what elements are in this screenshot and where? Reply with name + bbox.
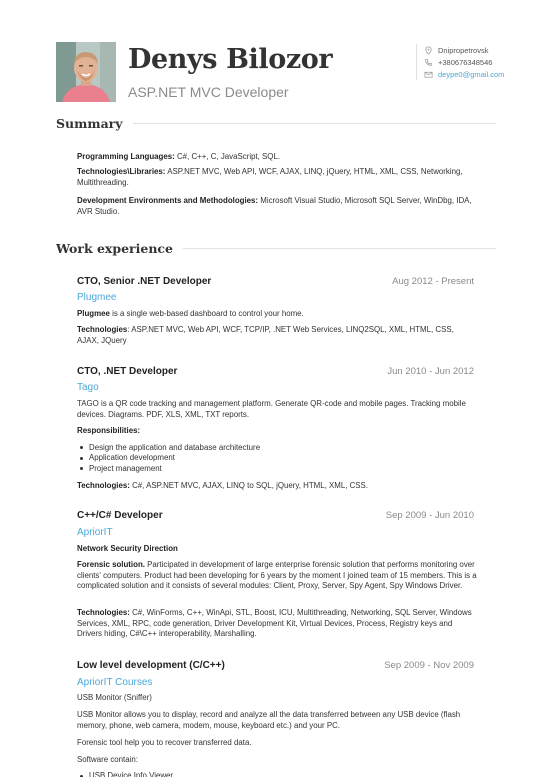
job-description [77, 560, 477, 592]
technologies-label: Technologies: [77, 481, 130, 490]
contact-email[interactable] [424, 68, 505, 80]
job-subheading [77, 544, 477, 555]
technologies-label: Technologies: [77, 608, 130, 617]
job-technologies [77, 608, 477, 640]
job-date: Jun 2010 - Jun 2012 [387, 366, 474, 377]
list-item: Project management [77, 464, 477, 475]
description-line: USB Monitor allows you to display, record and analyze all the data transferred between any USB device (flash memory, phone, web camera, modem, mouse, keyboard etc.) and your PC. [77, 710, 461, 730]
job-description [77, 710, 477, 731]
job-description [77, 399, 477, 420]
summary-label: Development Environments and Methodologies: [77, 196, 259, 205]
section-divider [183, 248, 496, 249]
resume-header [56, 42, 505, 104]
job-title: CTO, .NET Developer [77, 366, 178, 377]
job-date: Aug 2012 - Present [392, 276, 474, 287]
software-list [77, 771, 477, 777]
job-title: Low level development (C/C++) [77, 660, 225, 671]
description-line: USB Monitor (Sniffer) [77, 693, 152, 702]
work-title: Work experience [56, 241, 173, 256]
direction-label: Network Security Direction [77, 544, 178, 553]
phone-icon [424, 58, 433, 67]
summary-item [77, 196, 477, 217]
job-description [77, 309, 477, 320]
job-description [77, 693, 477, 704]
technologies-text: C#, ASP.NET MVC, AJAX, LINQ to SQL, jQuery, HTML, XML, CSS. [129, 481, 369, 490]
description-line: Forensic tool help you to recover transferred data. [77, 738, 252, 747]
description-text: TAGO is a QR code tracking and management platform. Generate QR-code and mobile pages. Tracking mobile devices. Diagrams. PDF, XLS, XML, TXT reports. [77, 399, 466, 419]
summary-item [77, 167, 477, 188]
candidate-role: ASP.NET MVC Developer [128, 84, 289, 100]
job-technologies [77, 481, 477, 492]
job-title: C++/C# Developer [77, 510, 163, 521]
list-item: USB Device Info Viewer [77, 771, 477, 777]
summary-item [77, 152, 477, 163]
job-title: CTO, Senior .NET Developer [77, 276, 212, 287]
phone-text: +380676348546 [438, 57, 493, 67]
candidate-name: Denys Bilozor [128, 44, 333, 75]
contact-phone [424, 56, 500, 68]
job-description [77, 755, 477, 766]
technologies-text: C#, WinForms, C++, WinApi, STL, Boost, ICU, Multithreading, Networking, SQL Server, Windows Services, XML, RPC, code generation, Driver Development Kit, Virtual Devices, Process, Registry keys and Drivers hiding, C#\C++ interoperability, Marshalling. [77, 608, 472, 638]
product-name: Forensic solution. [77, 560, 145, 569]
section-divider [133, 123, 496, 124]
email-icon [424, 70, 433, 79]
location-text: Dnipropetrovsk [438, 45, 489, 55]
contact-block [416, 44, 505, 80]
profile-photo [56, 42, 116, 102]
product-name: Plugmee [77, 309, 110, 318]
list-item: Application development [77, 453, 477, 464]
technologies-text: : ASP.NET MVC, Web API, WCF, TCP/IP, .NET Web Services, LINQ2SQL, XML, HTML, CSS, AJAX, JQuery [77, 325, 454, 345]
summary-text: Microsoft Visual Studio, Microsoft SQL Server, WinDbg, IDA, AVR Studio. [77, 196, 472, 216]
description-text: is a single web-based dashboard to control your home. [109, 309, 304, 318]
summary-text: C#, C++, C, JavaScript, SQL. [174, 152, 281, 161]
company-name: Tago [77, 382, 99, 393]
summary-label: Programming Languages: [77, 152, 175, 161]
summary-text: ASP.NET MVC, Web API, WCF, AJAX, LINQ, jQuery, HTML, XML, CSS, Networking, Multithreading. [77, 167, 463, 187]
technologies-label: Technologies [77, 325, 128, 334]
software-bullets [77, 771, 477, 777]
summary-label: Technologies\Libraries: [77, 167, 166, 176]
avatar [56, 42, 116, 102]
email-link[interactable]: deype0@gmail.com [438, 69, 505, 79]
company-name: Plugmee [77, 292, 117, 303]
summary-section-header [56, 116, 496, 131]
summary-title: Summary [56, 116, 123, 131]
company-name: ApriorIT [77, 527, 113, 538]
responsibilities-list [77, 443, 477, 475]
description-text: Participated in development of large enterprise forensic solution that performs monitoring over clients' computers. Product had been developing for 6 years by the moment I joined team of 15 members. This is a complicated solution and it consists of several modules: Client, Proxy, Server, Spy Agent, Spy Windows Driver. [77, 560, 477, 590]
description-line: Software contain: [77, 755, 138, 764]
company-name: ApriorIT Courses [77, 677, 153, 688]
contact-location [424, 44, 500, 56]
job-description [77, 738, 477, 749]
list-item: Design the application and database architecture [77, 443, 477, 454]
job-technologies [77, 325, 477, 346]
job-date: Sep 2009 - Jun 2010 [385, 510, 474, 521]
responsibilities-block [77, 426, 477, 474]
responsibilities-label: Responsibilities: [77, 426, 141, 435]
location-pin-icon [424, 46, 433, 55]
job-date: Sep 2009 - Nov 2009 [384, 660, 474, 671]
work-section-header [56, 241, 496, 256]
